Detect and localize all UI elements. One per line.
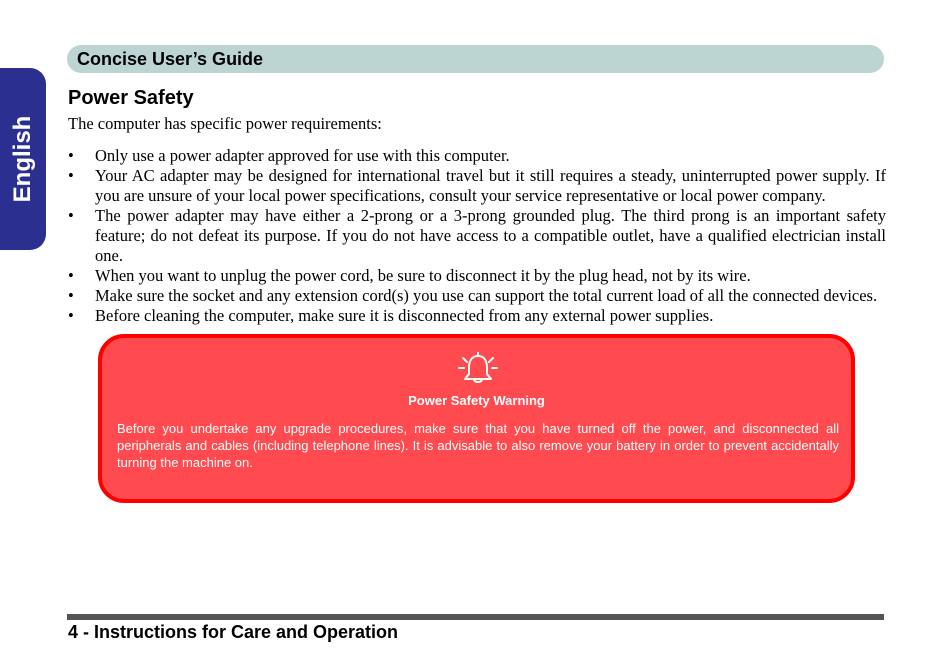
power-safety-warning-box xyxy=(98,334,855,503)
language-side-tab xyxy=(0,68,46,250)
list-item: • Your AC adapter may be designed for international travel but it still requires a steady, uninterrupted power supply. If you are unsure of your local power specifications, consult your service representative or local power company. xyxy=(68,166,886,206)
list-item: • Only use a power adapter approved for use with this computer. xyxy=(68,146,886,166)
alarm-bell-icon xyxy=(457,352,499,386)
footer-page-label: 4 - Instructions for Care and Operation xyxy=(68,622,399,642)
list-item: • The power adapter may have either a 2-prong or a 3-prong grounded plug. The third prong is an important safety feature; do not defeat its purpose. If you do not have access to a compatible outlet, have a qualified electrician install one. xyxy=(68,206,886,266)
guide-header-bar xyxy=(67,45,884,73)
warning-body: Before you undertake any upgrade procedures, make sure that you have turned off the power, and disconnected all peripherals and cables (including telephone lines). It is advisable to also remove your battery in order to prevent accidentally turning the machine on. xyxy=(117,421,839,470)
warning-title: Power Safety Warning xyxy=(408,393,545,408)
section-heading: Power Safety xyxy=(68,87,194,109)
list-item: • When you want to unplug the power cord, be sure to disconnect it by the plug head, not by its wire. xyxy=(68,266,886,286)
power-requirements-list xyxy=(68,146,886,326)
guide-title: Concise User’s Guide xyxy=(77,49,264,69)
list-item: • Make sure the socket and any extension cord(s) you use can support the total current load of all the connected devices. xyxy=(68,286,886,306)
list-item: • Before cleaning the computer, make sure it is disconnected from any external power supplies. xyxy=(68,306,886,326)
language-label: English xyxy=(9,115,36,203)
intro-paragraph: The computer has specific power requirements: xyxy=(68,114,382,133)
